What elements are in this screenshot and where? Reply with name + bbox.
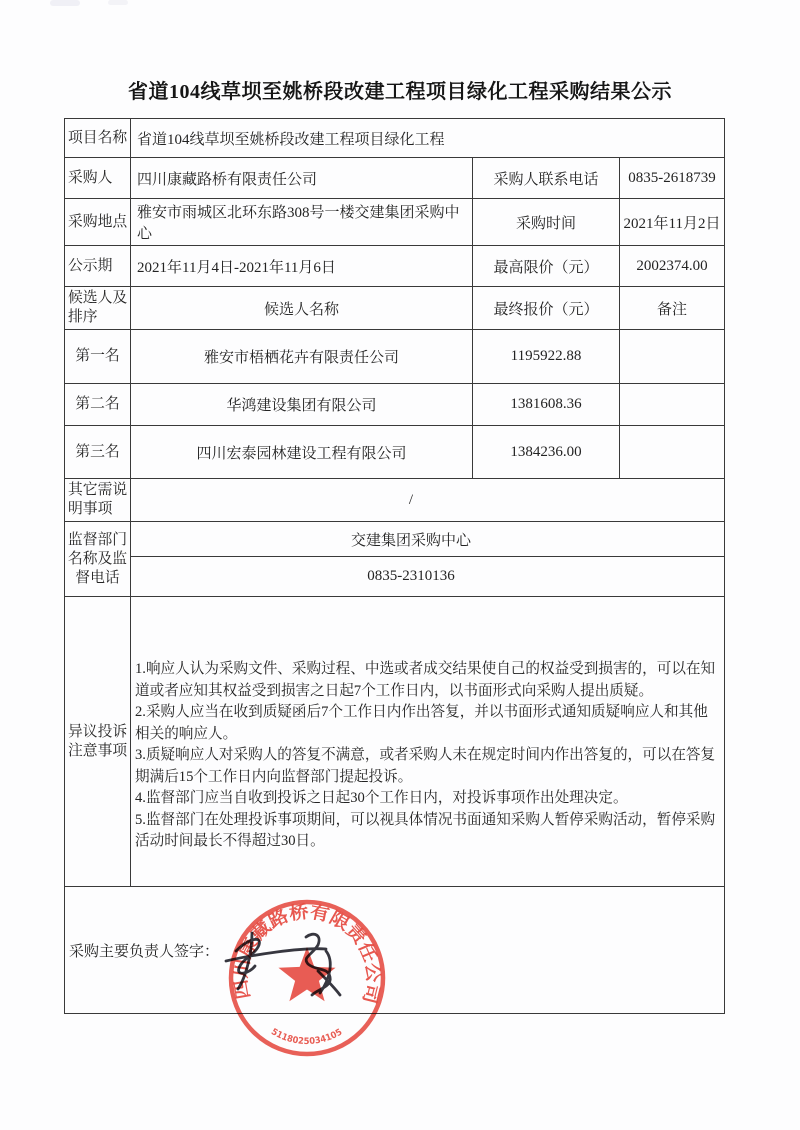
scan-smudge bbox=[108, 0, 128, 5]
objection-item-1: 1.响应人认为采购文件、采购过程、中选或者成交结果使自己的权益受到损害的，可以在知道或者应知其权益受到损害之日起7个工作日内，以书面形式向采购人提出质疑。 bbox=[135, 661, 716, 699]
time-label: 采购时间 bbox=[473, 199, 620, 246]
location-value: 雅安市雨城区北环东路308号一楼交建集团采购中心 bbox=[131, 199, 473, 246]
candidate-name-header: 候选人名称 bbox=[131, 287, 473, 330]
supervision-dept: 交建集团采购中心 bbox=[131, 522, 725, 557]
candidate-rank: 第三名 bbox=[65, 426, 131, 479]
supervision-phone: 0835-2310136 bbox=[131, 557, 725, 597]
svg-text:5118025034105 bbox=[269, 1027, 344, 1047]
candidate-price: 1381608.36 bbox=[473, 384, 620, 426]
remark-header: 备注 bbox=[620, 287, 725, 330]
max-price-value: 2002374.00 bbox=[620, 246, 725, 287]
objection-label: 异议投诉注意事项 bbox=[65, 597, 131, 887]
publicity-value: 2021年11月4日-2021年11月6日 bbox=[131, 246, 473, 287]
table-row bbox=[65, 158, 725, 199]
table-row bbox=[65, 557, 725, 597]
candidate-remark bbox=[620, 384, 725, 426]
seal-number-text: 5118025034105 bbox=[269, 1027, 345, 1048]
table-header-row bbox=[65, 287, 725, 330]
candidate-rank: 第二名 bbox=[65, 384, 131, 426]
objection-notes bbox=[131, 597, 725, 887]
table-row bbox=[65, 479, 725, 522]
supervision-label: 监督部门名称及监督电话 bbox=[65, 522, 131, 597]
candidate-rank: 第一名 bbox=[65, 330, 131, 384]
page-title: 省道104线草坝至姚桥段改建工程项目绿化工程采购结果公示 bbox=[128, 81, 672, 103]
objection-item-5: 5.监督部门在处理投诉事项期间，可以视具体情况书面通知采购人暂停采购活动，暂停采购活动时间最长不得超过30日。 bbox=[135, 811, 716, 849]
publicity-label: 公示期 bbox=[65, 246, 131, 287]
seal-company-text: 四川康藏路桥有限责任公司 bbox=[230, 901, 384, 1004]
signature-label: 采购主要负责人签字： bbox=[65, 887, 725, 1014]
max-price-label: 最高限价（元） bbox=[473, 246, 620, 287]
candidate-name: 华鸿建设集团有限公司 bbox=[131, 384, 473, 426]
time-value: 2021年11月2日 bbox=[620, 199, 725, 246]
table-row bbox=[65, 199, 725, 246]
candidate-rank-header: 候选人及排序 bbox=[65, 287, 131, 330]
candidate-price: 1195922.88 bbox=[473, 330, 620, 384]
other-notes-label: 其它需说明事项 bbox=[65, 479, 131, 522]
purchaser-phone-value: 0835-2618739 bbox=[620, 158, 725, 199]
project-name-value: 省道104线草坝至姚桥段改建工程项目绿化工程 bbox=[131, 119, 725, 158]
candidate-remark bbox=[620, 330, 725, 384]
candidate-remark bbox=[620, 426, 725, 479]
scan-smudge bbox=[50, 0, 80, 6]
table-row bbox=[65, 246, 725, 287]
procurement-result-table bbox=[64, 118, 725, 1014]
candidate-price: 1384236.00 bbox=[473, 426, 620, 479]
candidate-name: 雅安市梧栖花卉有限责任公司 bbox=[131, 330, 473, 384]
objection-item-3: 3.质疑响应人对采购人的答复不满意，或者采购人未在规定时间内作出答复的，可以在答复期满后15个工作日内向监督部门提起投诉。 bbox=[135, 747, 716, 785]
table-row bbox=[65, 522, 725, 557]
candidate-name: 四川宏泰园林建设工程有限公司 bbox=[131, 426, 473, 479]
table-row bbox=[65, 597, 725, 887]
purchaser-label: 采购人 bbox=[65, 158, 131, 199]
purchaser-phone-label: 采购人联系电话 bbox=[473, 158, 620, 199]
candidate-row bbox=[65, 330, 725, 384]
objection-item-4: 4.监督部门应当自收到投诉之日起30个工作日内，对投诉事项作出处理决定。 bbox=[135, 790, 628, 806]
final-price-header: 最终报价（元） bbox=[473, 287, 620, 330]
objection-item-2: 2.采购人应当在收到质疑函后7个工作日内作出答复，并以书面形式通知质疑响应人和其他相关的响应人。 bbox=[135, 704, 708, 742]
purchaser-value: 四川康藏路桥有限责任公司 bbox=[131, 158, 473, 199]
table-row bbox=[65, 119, 725, 158]
location-label: 采购地点 bbox=[65, 199, 131, 246]
project-name-label: 项目名称 bbox=[65, 119, 131, 158]
signature-row bbox=[65, 887, 725, 1014]
candidate-row bbox=[65, 426, 725, 479]
other-notes-value: / bbox=[131, 479, 725, 522]
candidate-row bbox=[65, 384, 725, 426]
